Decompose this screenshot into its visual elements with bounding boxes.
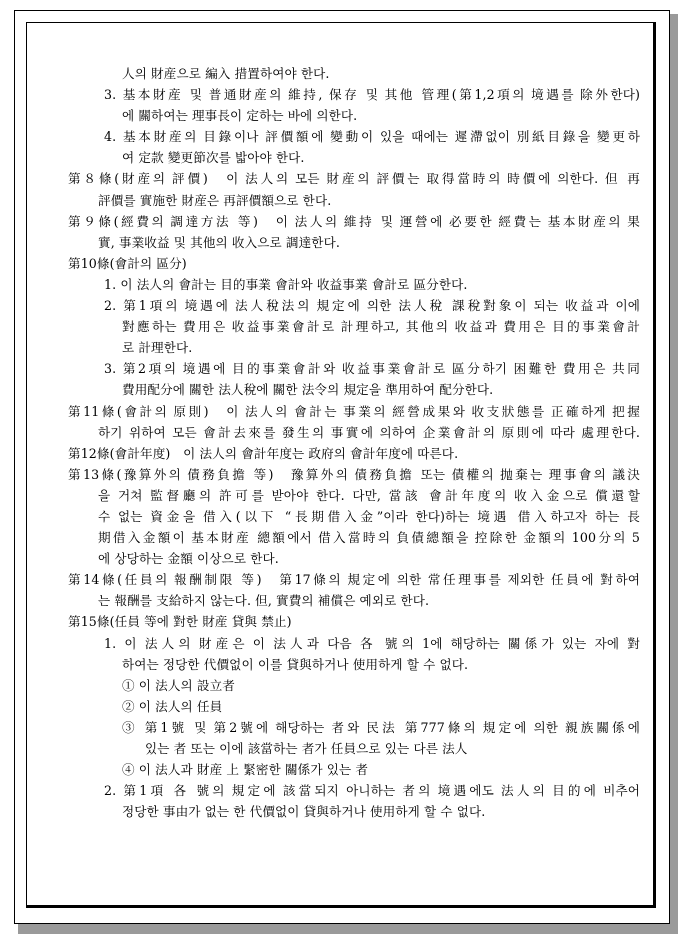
document-line: 하여는 정당한 代價없이 이를 貸與하거나 使用하게 할 수 없다. <box>122 656 469 672</box>
document-line: 로 計理한다. <box>122 340 193 356</box>
document-line: 1. 이 法人의 財産은 이 法人과 다음 各 號의 1에 해당하는 關係가 있는 자에 對 <box>104 635 640 651</box>
document-line: 人의 財産으로 編入 措置하여야 한다. <box>122 66 330 81</box>
document-line: 4. 基本財産의 目錄이나 評價額에 變動이 있을 때에는 遲滯없이 別紙目錄을 變更하 <box>104 129 640 145</box>
document-line: 第８條(財産의 評價) 이 法人의 모든 財産의 評價는 取得當時의 時價에 의한다. 但 再 <box>68 171 640 187</box>
document-line: 對應하는 費用은 收益事業會計로 計理하고, 其他의 收益과 費用은 目的事業會計 <box>122 319 640 335</box>
document-line: 第12條(會計年度) 이 法人의 會計年度는 政府의 會計年度에 따른다. <box>68 445 459 461</box>
document-body <box>68 63 640 822</box>
document-line: 에 상당하는 金額 이상으로 한다. <box>98 551 279 567</box>
document-line: 2. 第1項의 境遇에 法人稅法의 規定에 의한 法人稅 課稅對象이 되는 收益과 이에 <box>104 298 640 314</box>
document-line: 1. 이 法人의 會計는 目的事業 會計와 收益事業 會計로 區分한다. <box>104 276 468 292</box>
document-line: 期借入金額이 基本財産 總額에서 借入當時의 負債總額을 控除한 金額의 100分의 5 <box>98 530 640 546</box>
document-line: ② 이 法人의 任員 <box>122 698 223 714</box>
document-line: 에 關하여는 理事長이 定하는 바에 의한다. <box>122 108 358 124</box>
document-line: 는 報酬를 支給하지 않는다. 但, 實費의 補償은 예외로 한다. <box>98 593 430 609</box>
document-line: 3. 基本財産 및 普通財産의 維持, 保存 및 其他 管理(第1,2項의 境遇를 除外한다) <box>104 87 640 103</box>
document-line: 費用配分에 關한 法人稅에 關한 法令의 規定을 準用하여 配分한다. <box>122 382 494 398</box>
document-line: 第９條(經費의 調達方法 等) 이 法人의 維持 및 運營에 必要한 經費는 基本財産의 果 <box>68 213 640 229</box>
document-line: 第14條(任員의 報酬制限 等) 第17條의 規定에 의한 常任理事를 제외한 任員에 對하여 <box>68 572 640 588</box>
document-line: 2. 第1項 各 號의 規定에 該當되지 아니하는 者의 境遇에도 法人의 目的에 비추어 <box>104 783 640 799</box>
document-line: 하기 위하여 모든 會計去來를 發生의 事實에 의하여 企業會計의 原則에 따라 處理한다. <box>98 424 640 440</box>
document-line: 수 없는 資金을 借入(以下 “長期借入金”이라 한다)하는 境遇 借入하고자 하는 長 <box>98 508 640 524</box>
document-line: 第15條(任員 等에 對한 財産 貸與 禁止) <box>68 614 292 630</box>
document-line: ① 이 法人의 設立者 <box>122 677 236 693</box>
document-line: 第11條(會計의 原則) 이 法人의 會計는 事業의 經營成果와 收支狀態를 正確하게 把握 <box>68 403 640 419</box>
document-line: ③ 第1號 및 第2號에 해당하는 者와 民法 第777條의 規定에 의한 親族關係에 <box>122 719 640 735</box>
document-line: 第10條(會計의 區分) <box>68 255 187 271</box>
document-line: 第13條(豫算外의 債務負擔 等) 豫算外의 債務負擔 또는 債權의 抛棄는 理事會의 議決 <box>68 466 640 482</box>
document-line: 3. 第2項의 境遇에 目的事業會計와 收益事業會計로 區分하기 困難한 費用은 共同 <box>104 361 640 377</box>
document-line: 實, 事業收益 및 其他의 收入으로 調達한다. <box>98 234 340 250</box>
document-line: 있는 者 또는 이에 該當하는 者가 任員으로 있는 다른 法人 <box>145 741 468 756</box>
document-line: 評價를 實施한 財産은 再評價額으로 한다. <box>98 192 332 208</box>
document-line: 정당한 事由가 없는 한 代價없이 貸與하거나 使用하게 할 수 없다. <box>122 804 486 820</box>
document-line: 을 거쳐 監督廳의 許可를 받아야 한다. 다만, 當該 會計年度의 收入金으로 償還할 <box>98 487 640 503</box>
document-line: 여 定款 變更節次를 밟아야 한다. <box>122 150 305 166</box>
document-line: ④ 이 法人과 財産 上 緊密한 關係가 있는 者 <box>122 762 369 778</box>
